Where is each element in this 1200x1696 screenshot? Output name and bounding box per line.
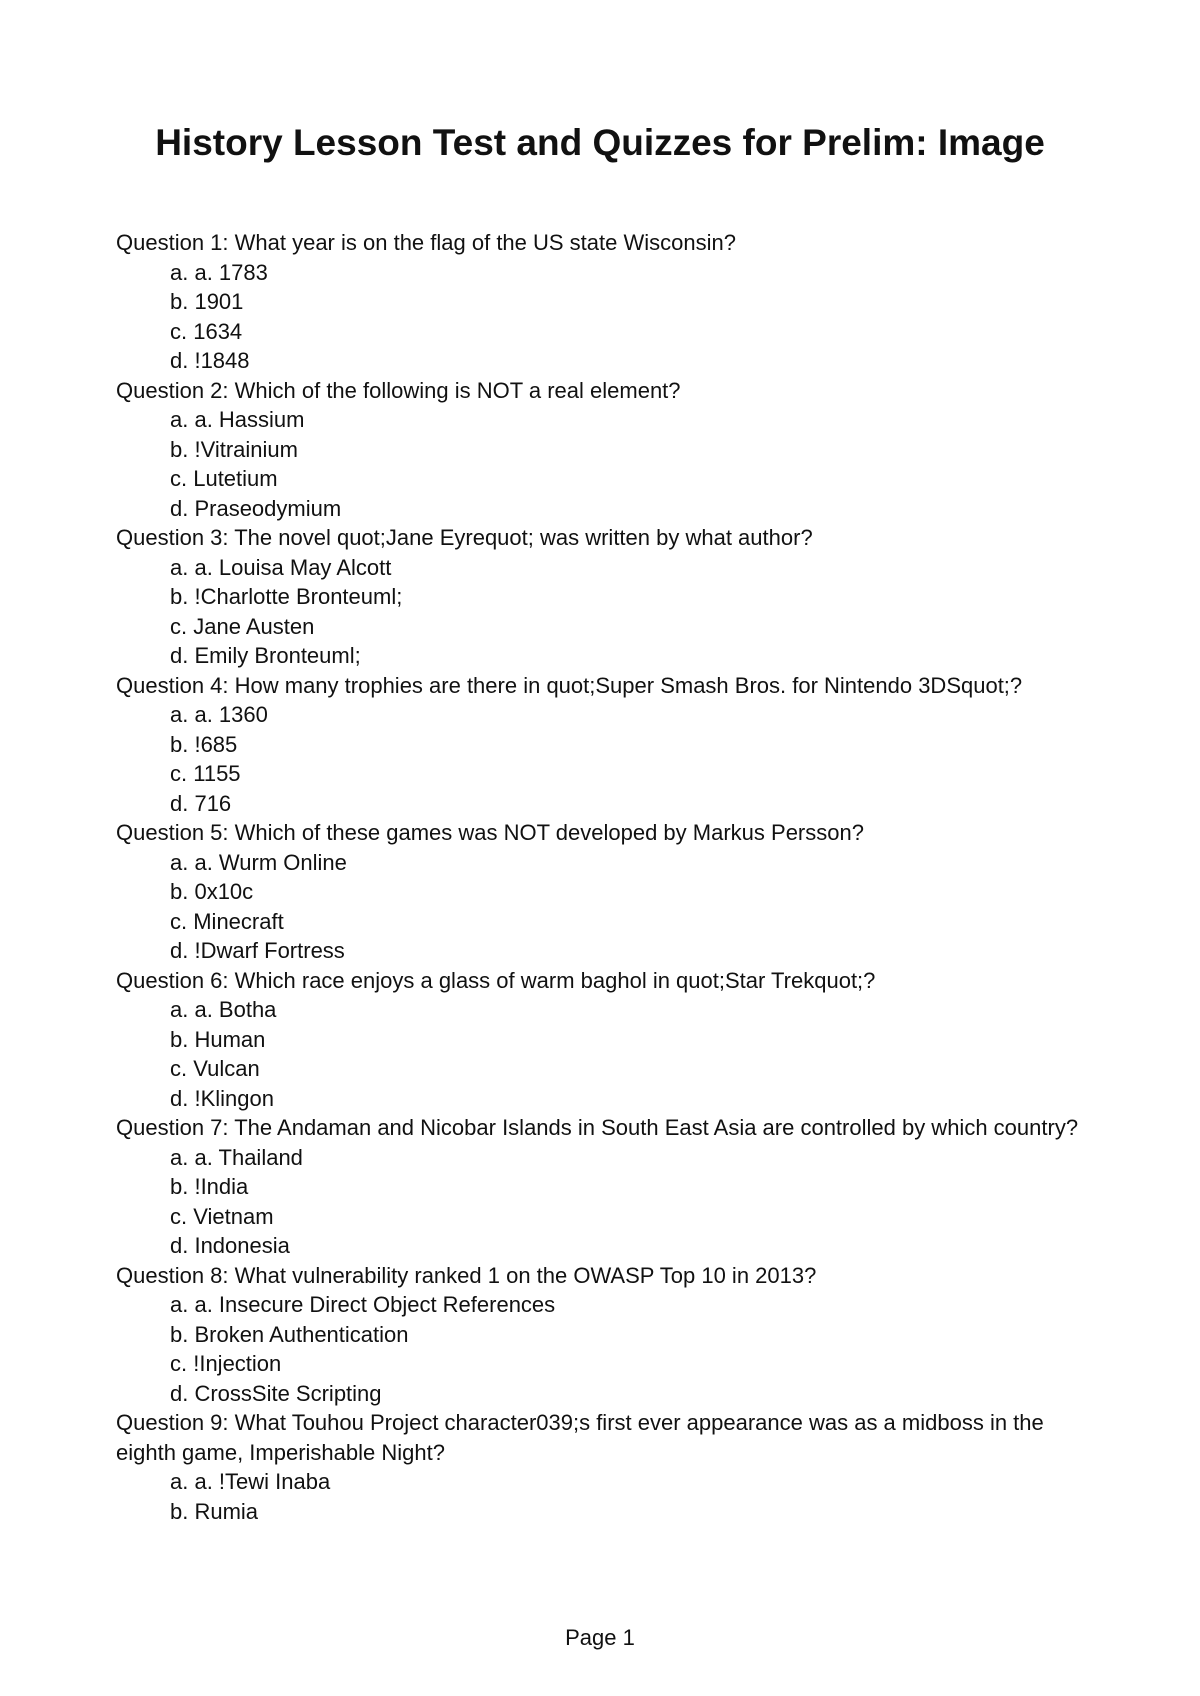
answer-option: a. a. !Tewi Inaba bbox=[170, 1469, 331, 1494]
answer-option: a. a. Wurm Online bbox=[170, 849, 347, 875]
answer-option: b. 1901 bbox=[170, 289, 244, 314]
answer-options bbox=[116, 1143, 1106, 1261]
question-item bbox=[116, 818, 1106, 966]
answer-option: d. Indonesia bbox=[170, 1233, 290, 1258]
question-item bbox=[116, 1408, 1106, 1526]
answer-options bbox=[116, 1290, 1106, 1408]
question-text: Question 9: What Touhou Project character039;s first ever appearance was as a midboss in the eighth game, Imperishable Night? bbox=[116, 1410, 1044, 1465]
question-text: Question 1: What year is on the flag of the US state Wisconsin? bbox=[116, 230, 736, 255]
answer-option: a. a. Insecure Direct Object References bbox=[170, 1292, 556, 1317]
answer-option: c. Vulcan bbox=[170, 1056, 260, 1081]
answer-option: d. 716 bbox=[170, 790, 232, 816]
answer-option: d. Praseodymium bbox=[170, 495, 342, 521]
question-item bbox=[116, 1261, 1106, 1409]
question-item bbox=[116, 1113, 1106, 1261]
answer-options bbox=[116, 1467, 1106, 1526]
answer-options bbox=[116, 553, 1106, 671]
question-text: Question 3: The novel quot;Jane Eyrequot; was written by what author? bbox=[116, 525, 813, 550]
answer-option: a. a. Botha bbox=[170, 997, 277, 1022]
answer-option: c. Lutetium bbox=[170, 466, 278, 491]
answer-option: c. 1634 bbox=[170, 318, 243, 344]
answer-option: c. Vietnam bbox=[170, 1203, 274, 1229]
question-text: Question 4: How many trophies are there in quot;Super Smash Bros. for Nintendo 3DSquot;? bbox=[116, 672, 1023, 698]
question-item bbox=[116, 228, 1106, 376]
answer-option: b. !Charlotte Bronteuml; bbox=[170, 584, 403, 609]
answer-option: d. !Klingon bbox=[170, 1085, 274, 1111]
question-text: Question 8: What vulnerability ranked 1 on the OWASP Top 10 in 2013? bbox=[116, 1262, 817, 1288]
answer-option: a. a. Thailand bbox=[170, 1144, 303, 1170]
question-item bbox=[116, 523, 1106, 671]
question-item bbox=[116, 376, 1106, 524]
answer-option: a. a. Louisa May Alcott bbox=[170, 554, 392, 580]
answer-option: b. Broken Authentication bbox=[170, 1321, 409, 1347]
answer-options bbox=[116, 258, 1106, 376]
answer-option: c. 1155 bbox=[170, 761, 241, 786]
page-number: Page 1 bbox=[565, 1625, 635, 1650]
question-list bbox=[116, 228, 1106, 1526]
answer-option: b. 0x10c bbox=[170, 879, 254, 904]
answer-option: d. !1848 bbox=[170, 348, 250, 373]
answer-option: d. !Dwarf Fortress bbox=[170, 938, 345, 963]
answer-option: a. a. Hassium bbox=[170, 407, 305, 432]
answer-option: a. a. 1783 bbox=[170, 259, 268, 285]
question-text: Question 5: Which of these games was NOT developed by Markus Persson? bbox=[116, 820, 864, 845]
question-item bbox=[116, 671, 1106, 819]
question-text: Question 2: Which of the following is NOT a real element? bbox=[116, 377, 681, 403]
answer-option: c. Jane Austen bbox=[170, 613, 315, 639]
answer-option: d. CrossSite Scripting bbox=[170, 1380, 382, 1406]
answer-options bbox=[116, 848, 1106, 966]
answer-option: a. a. 1360 bbox=[170, 702, 268, 727]
question-item bbox=[116, 966, 1106, 1114]
answer-option: b. Human bbox=[170, 1026, 266, 1052]
answer-option: b. !Vitrainium bbox=[170, 436, 298, 462]
answer-option: b. Rumia bbox=[170, 1498, 259, 1524]
answer-option: c. !Injection bbox=[170, 1351, 282, 1376]
question-text: Question 6: Which race enjoys a glass of warm baghol in quot;Star Trekquot;? bbox=[116, 967, 876, 993]
answer-option: d. Emily Bronteuml; bbox=[170, 643, 361, 668]
answer-option: c. Minecraft bbox=[170, 908, 284, 934]
answer-options bbox=[116, 405, 1106, 523]
answer-option: b. !685 bbox=[170, 731, 238, 757]
answer-options bbox=[116, 700, 1106, 818]
question-text: Question 7: The Andaman and Nicobar Islands in South East Asia are controlled by which country? bbox=[116, 1115, 1079, 1140]
answer-option: b. !India bbox=[170, 1174, 249, 1199]
document-title: History Lesson Test and Quizzes for Prelim: Image bbox=[155, 122, 1045, 163]
answer-options bbox=[116, 995, 1106, 1113]
